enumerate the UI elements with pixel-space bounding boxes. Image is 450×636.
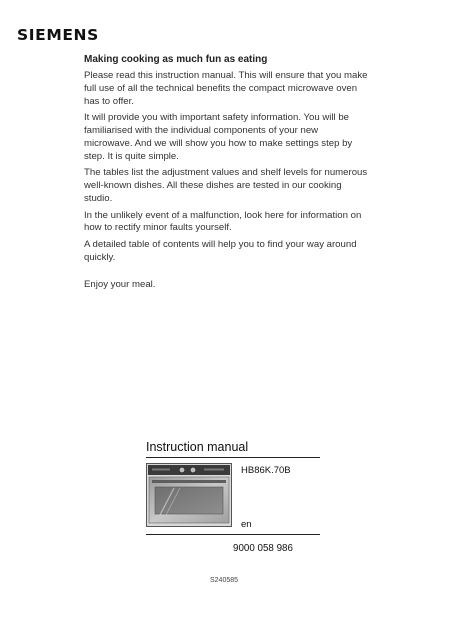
document-code: S240585 <box>210 577 239 584</box>
paragraph-4: In the unlikely event of a malfunction, look here for information on how to rectify minor faults yourself. <box>84 209 362 234</box>
paragraph-5: A detailed table of contents will help you to find your way around quickly. <box>84 238 357 263</box>
intro-section <box>84 53 369 268</box>
paragraph-1: Please read this instruction manual. This will ensure that you make full use of all the technical benefits the compact microwave oven has to offer. <box>84 70 368 107</box>
model-number: HB86K.70B <box>241 465 291 476</box>
divider-bottom <box>146 534 320 535</box>
paragraph-2: It will provide you with important safety information. You will be familiarised with the individual components of your new microwave. And we will show you how to make settings step by step. It is quite simple. <box>84 112 353 162</box>
manual-title: Instruction manual <box>146 440 249 454</box>
paragraph-3: The tables list the adjustment values and shelf levels for numerous well-known dishes. All these dishes are tested in our cooking studio. <box>84 167 368 205</box>
divider-top <box>146 457 320 458</box>
order-number: 9000 058 986 <box>233 543 293 554</box>
closing-text: Enjoy your meal. <box>84 279 156 290</box>
brand-logo: SIEMENS <box>17 26 99 44</box>
headline: Making cooking as much fun as eating <box>84 54 268 65</box>
language-code: en <box>241 519 252 530</box>
microwave-oven-icon <box>146 463 232 527</box>
